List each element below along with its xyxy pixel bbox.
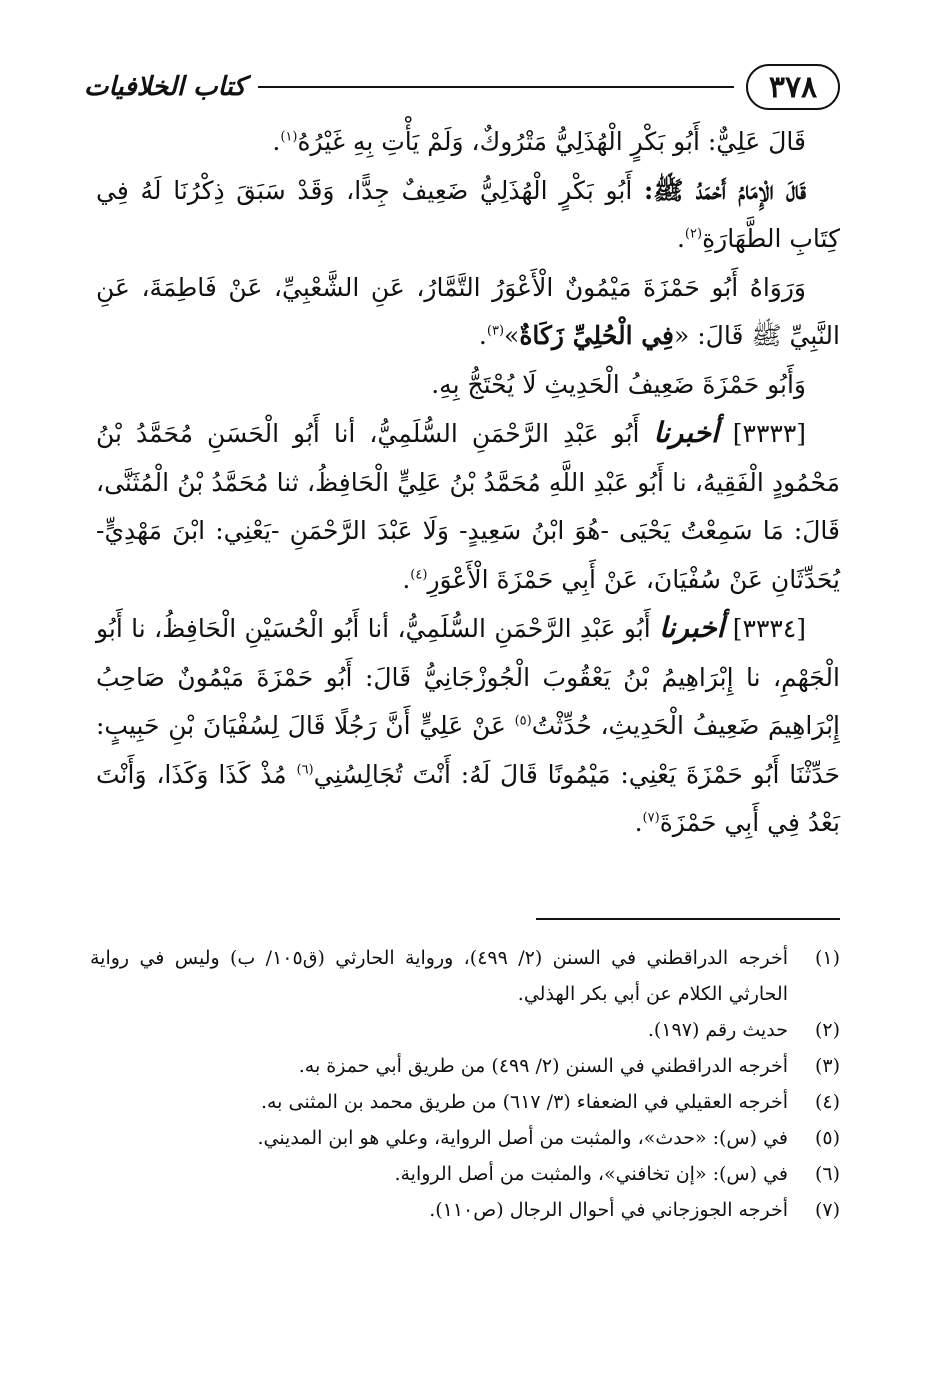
paragraph-1: [96, 118, 840, 167]
footnote-ref: (٦): [296, 762, 314, 778]
paragraph-3: [96, 264, 840, 361]
footnote-ref: (٢): [684, 226, 703, 242]
hadith-text: فِي الْحُلِيِّ زَكَاةٌ: [519, 321, 675, 350]
header-rule: [258, 86, 734, 88]
paragraph-5: [96, 409, 840, 604]
footnote-item: [90, 1156, 840, 1192]
footnote-ref: (٤): [410, 567, 428, 583]
footnote-item: [90, 1048, 840, 1084]
page-number: ٣٧٨: [746, 64, 840, 110]
footnote-ref: (١): [280, 129, 298, 145]
footnote-number: (٧): [814, 1199, 840, 1221]
footnote-separator: [536, 918, 840, 920]
footnote-item: [90, 1120, 840, 1156]
footnote-ref: (٧): [642, 810, 660, 826]
paragraph-end: .: [272, 127, 281, 156]
footnote-item: [90, 1084, 840, 1120]
paragraph-text: أَبُو بَكْرٍ الْهُذَلِيُّ ضَعِيفٌ جِدًّا، وَقَدْ سَبَقَ ذِكْرُنَا لَهُ فِي كِتَابِ الطَّهَارَةِ: [96, 175, 840, 253]
footnote-number: (٢): [814, 1019, 840, 1041]
paragraph-end: .: [676, 224, 685, 253]
footnote-text: في (س): «إن تخافني»، والمثبت من أصل الرواية.: [394, 1163, 788, 1185]
main-text: [96, 118, 840, 848]
footnote-text: حديث رقم (١٩٧).: [647, 1019, 788, 1041]
footnote-item: [90, 1192, 840, 1228]
paragraph-text: أَبُو عَبْدِ الرَّحْمَنِ السُّلَمِيُّ، أنا أَبُو الْحُسَيْنِ الْحَافِظُ، نا أَبُو الْجَهْمِ، نا إِبْرَاهِيمُ بْنُ يَعْقُوبَ الْجُوزْجَانِيُّ قَالَ: أَبُو حَمْزَةَ مَيْمُونٌ صَاحِبُ إِبْرَاهِيمَ ضَعِيفُ الْحَدِيثِ، حُدِّثْتُ: [96, 614, 840, 740]
footnote-number: (٦): [814, 1163, 840, 1185]
footnote-number: (٤): [814, 1091, 840, 1113]
paragraph-text: وَأَبُو حَمْزَةَ ضَعِيفُ الْحَدِيثِ لَا يُحْتَجُّ بِهِ.: [431, 369, 806, 399]
paragraph-2: [96, 167, 840, 264]
footnote-item: [90, 940, 840, 1012]
footnote-item: [90, 1012, 840, 1048]
paragraph-text: أَبُو عَبْدِ الرَّحْمَنِ السُّلَمِيُّ، أنا أَبُو الْحَسَنِ مُحَمَّدُ بْنُ مَحْمُودٍ الْفَقِيهُ، نا أَبُو عَبْدِ اللَّهِ مُحَمَّدُ بْنُ عَلِيٍّ الْحَافِظُ، ثنا مُحَمَّدُ بْنُ الْمُثَنَّى، قَالَ: مَا سَمِعْتُ يَحْيَى -هُوَ ابْنُ سَعِيدٍ- وَلَا عَبْدَ الرَّحْمَنِ -يَعْنِي: ابْنَ مَهْدِيٍّ- يُحَدِّثَانِ عَنْ سُفْيَانَ، عَنْ أَبِي حَمْزَةَ الْأَعْوَرِ: [96, 419, 840, 594]
paragraph-text: عَنْ عَلِيٍّ أَنَّ رَجُلًا قَالَ لِسُفْيَانَ بْنِ حَبِيبٍ: حَدِّثْنَا أَبُو حَمْزَةَ يَعْنِي: مَيْمُونًا قَالَ لَهُ: أَنْتَ تُجَالِسُنِي: [96, 711, 840, 789]
footnote-number: (٥): [814, 1127, 840, 1149]
footnote-ref: (٥): [514, 713, 532, 729]
paragraph-end: .: [478, 321, 487, 350]
paragraph-end: .: [634, 808, 643, 837]
footnote-text: أخرجه الدراقطني في السنن (٢/ ٤٩٩)، ورواية الحارثي (ق١٠٥/ ب) وليس في رواية الحارثي الكلام عن أبي بكر الهذلي.: [90, 947, 788, 1005]
footnotes: [90, 940, 840, 1228]
paragraph-6: [96, 604, 840, 848]
footnote-text: في (س): «حدث»، والمثبت من أصل الرواية، وعلي هو ابن المديني.: [257, 1127, 788, 1149]
footnote-number: (٣): [814, 1055, 840, 1077]
footnote-text: أخرجه العقيلي في الضعفاء (٣/ ٦١٧) من طريق محمد بن المثنى به.: [260, 1091, 788, 1113]
akhbarana-label: أخبرنا: [653, 416, 719, 449]
paragraph-text: مُذْ كَذَا وَكَذَا، وَأَنْتَ بَعْدُ فِي أَبِي حَمْزَةَ: [96, 759, 840, 837]
paragraph-text: وَرَوَاهُ أَبُو حَمْزَةَ مَيْمُونٌ الْأَعْوَرُ التَّمَّارُ، عَنِ الشَّعْبِيِّ، عَنْ فَاطِمَةَ، عَنِ النَّبِيِّ ﷺ قَالَ: «: [96, 272, 840, 350]
footnote-ref: (٣): [486, 323, 505, 339]
akhbarana-label: أخبرنا: [659, 611, 725, 644]
imam-heading: قَالَ الْإِمَامُ أَحْمَدُ ﷺ:: [644, 175, 806, 205]
hadith-number: [٣٣٣٣]: [732, 419, 807, 448]
footnote-text: أخرجه الجوزجاني في أحوال الرجال (ص١١٠).: [429, 1199, 788, 1221]
page-header: [84, 62, 840, 112]
footnote-number: (١): [814, 947, 840, 969]
paragraph-end: .: [402, 564, 411, 594]
book-title: كتاب الخلافيات: [84, 72, 246, 102]
footnote-text: أخرجه الدراقطني في السنن (٢/ ٤٩٩) من طريق أبي حمزة به.: [298, 1055, 788, 1077]
paragraph-4: [96, 361, 840, 410]
quote-close: »: [504, 321, 520, 350]
paragraph-text: قَالَ عَلِيٌّ: أَبُو بَكْرٍ الْهُذَلِيُّ مَتْرُوكٌ، وَلَمْ يَأْتِ بِهِ غَيْرُهُ: [297, 127, 806, 156]
hadith-number: [٣٣٣٤]: [732, 614, 807, 643]
